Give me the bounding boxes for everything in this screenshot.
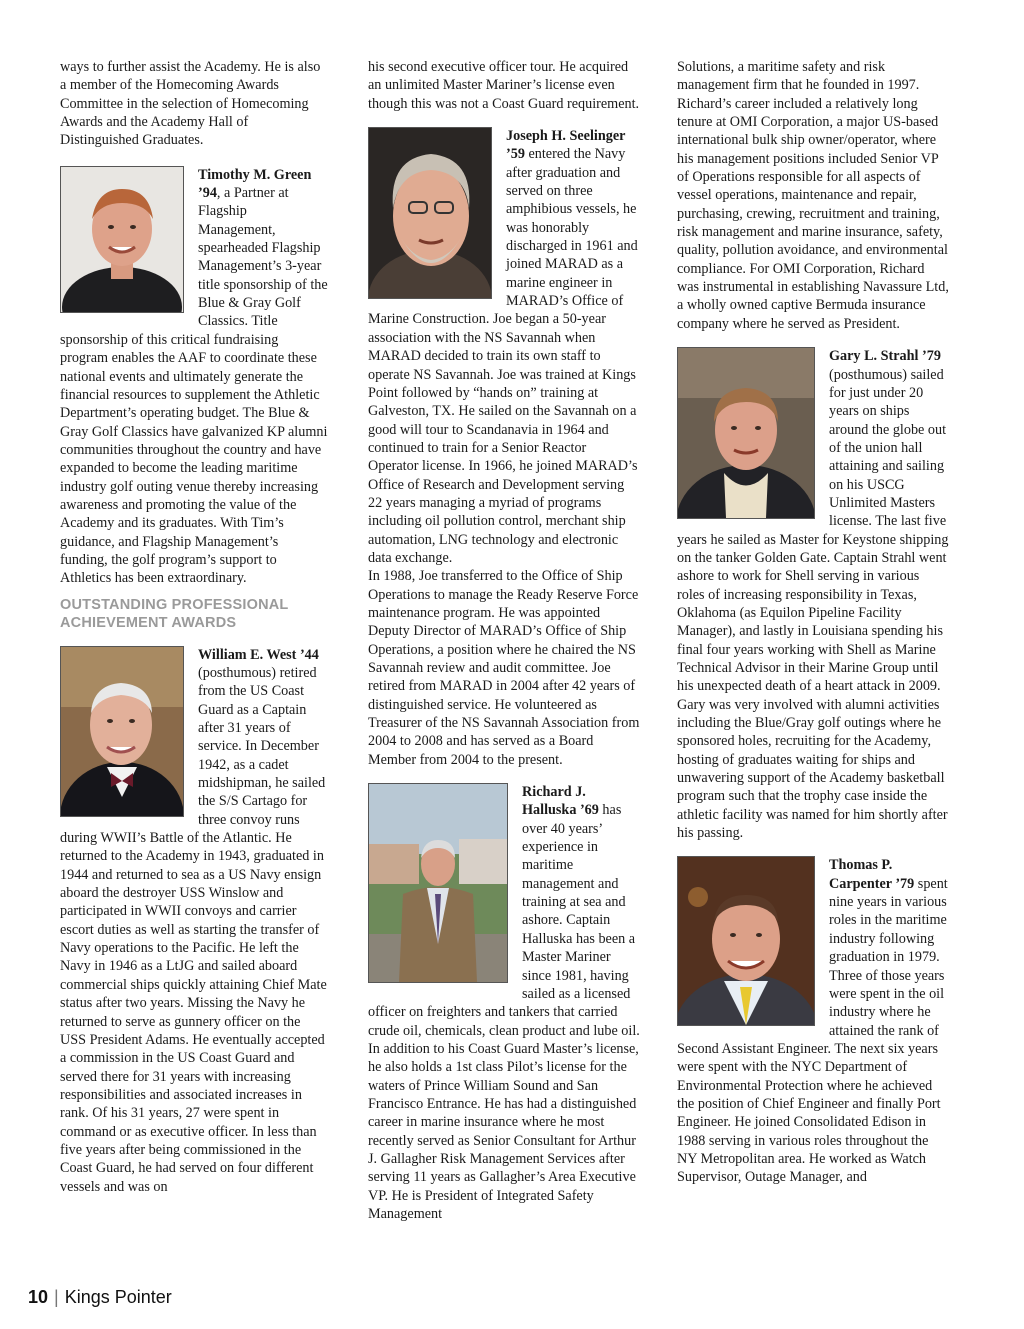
col3-intro-text: Solutions, a maritime safety and risk management firm that he founded in 1997. Richard’s career included a relatively long tenure at OMI Corporation, a major US-based international bulk ship owner/operator, where his management positions included Senior VP of Operations responsible for all aspects of vessel operations, maintenance and repair, purchasing, crewing, recruitment and training, risk management and marine insurance, safety, quality, pollution avoidance, and environmental compliance. For OMI Corporation, Richard was instrumental in establishing Navassure Ltd, a wholly owned captive Bermuda insurance company where he served as President. xyxy=(677,59,949,332)
name-richard-halluska: Richard J. Halluska ’69 xyxy=(522,784,599,819)
text-richard-halluska: has over 40 years’ experience in maritime management and training at sea and ashore. Captain Halluska has been a Master Mariner since 1981, having sailed as a licensed officer on freighters and tankers that carried crude oil, chemicals, clean product and lube oil. In addition to his Coast Guard Master’s license, he also holds a 1st class Pilot’s license for the waters of Prince William Sound and San Francisco Entrance. He has had a distinguished career in marine insurance where he most recently served as Senior Consultant for Arthur J. Gallagher Risk Management Services after serving 11 years as Gallagher’s Area Executive VP. He is President of Integrated Safety Management xyxy=(368,802,640,1222)
name-timothy-green: Timothy M. Green ’94 xyxy=(198,166,312,202)
photo-timothy-green xyxy=(60,166,184,313)
col1-intro-text: ways to further assist the Academy. He is also a member of the Homecoming Awards Committee in the selection of Homecoming Awards and the Academy Hall of Distinguished Graduates. xyxy=(60,59,321,149)
col2-intro-text: his second executive officer tour. He acquired an unlimited Master Mariner’s license even though this was not a Coast Guard requirement. xyxy=(368,59,640,112)
text-william-west: (posthumous) retired from the US Coast Guard as a Captain after 31 years of service. In December 1942, as a cadet midshipman, he sailed the S/S Cartago for three convoy runs during WWII’s Battle of the Atlantic. He returned to the Academy in 1943, graduated in 1944 and returned to sea as a US Navy ensign aboard the destroyer USS Winslow and participated in WWII convoys and carrier escort duties as well as starting the transfer of Navy operations to the Pacific. He left the Navy in 1946 as a LtJG and sailed aboard commercial ships quickly attaining Chief Mate status after two years. Missing the Navy he returned to serve as gunnery officer on the USS President Adams. He eventually accepted a commission in the US Coast Guard and served there for 31 years with increasing responsibilities and associated increases in rank. Of his 31 years, 27 were spent in command or as executive officer. In less than five years after being commissioned in the Coast Guard, he had served on four different vessels and was on xyxy=(60,664,327,1195)
column-3 xyxy=(677,58,949,1187)
page-footer xyxy=(28,1287,172,1308)
text-timothy-green: , a Partner at Flagship Management, spearheaded Flagship Management’s 3-year title sponsorship of the Blue & Gray Golf Classics. Title sponsorship of this critical fundraising program enables the AAF to coordinate these national events and ultimately generate the financial resources to supplement the Athletic Department’s operating budget. The Blue & Gray Golf Classics have galvanized KP alumni communities throughout the country and have expanded to become the leading maritime industry golf outing venue thereby increasing awareness and promoting the value of the Academy and its graduates. With Tim’s guidance, and Flagship Management’s funding, the golf program’s support to Athletics has been extraordinary. xyxy=(60,185,328,587)
photo-richard-halluska xyxy=(368,783,508,983)
name-gary-strahl: Gary L. Strahl ’79 xyxy=(829,348,941,365)
photo-william-west xyxy=(60,646,184,817)
column-1 xyxy=(60,58,328,1196)
page-number: 10 xyxy=(28,1287,49,1307)
text-joseph-seelinger: entered the Navy after graduation and served on three amphibious vessels, he was honorably discharged in 1961 and joined MARAD as a marine engineer in MARAD’s Office of Marine Construction. Joe began a 50-year association with the NS Savannah when MARAD decided to train its own staff to operate NS Savannah. Joe was trained at Kings Point followed by “hands on” training at Galveston, TX. He sailed on the Savannah on a good will tour to Scandanavia in 1964 and continued to train for a Senior Reactor Operator license. In 1966, he joined MARAD’s Office of Research and Development serving 22 years managing a myriad of programs including oil pollution control, merchant ship automation, LNG technology and electronic data exchange. xyxy=(368,146,638,566)
photo-gary-strahl xyxy=(677,347,815,519)
bio-joseph-seelinger-cont: In 1988, Joe transferred to the Office of Ship Operations to manage the Ready Reserve Force maintenance program. He was appointed Deputy Director of MARAD’s Office of Ship Operations, a position where he chaired the NS Savannah review and audit committee. Joe retired from MARAD in 2004 after 42 years of distinguished service. He volunteered as Treasurer of the NS Savannah Association from 2004 to 2008 and has served as a Board Member from 2004 to the present. xyxy=(368,568,640,768)
name-thomas-carpenter: Thomas P. Carpenter ’79 xyxy=(829,857,915,892)
name-joseph-seelinger: Joseph H. Seelinger ’59 xyxy=(506,128,626,163)
text-thomas-carpenter: spent nine years in various roles in the maritime industry following graduation in 1979. Three of those years were spent in the oil industry where he attained the rank of Second Assistant Engineer. The next six years were spent with the NYC Department of Environmental Protection where he achieved the position of Chief Engineer and finally Port Engineer. He joined Consolidated Edison in 1988 serving in various roles throughout the NY Metropolitan area. He worked as Watch Supervisor, Outage Manager, and xyxy=(677,875,948,1186)
text-gary-strahl: (posthumous) sailed for just under 20 years on ships around the globe out of the union hall attaining and sailing on his USCG Unlimited Masters license. The last five years he sailed as Master for Keystone shipping on the tanker Golden Gate. Captain Strahl went ashore to work for Shell serving in various roles of increasing responsibility in Texas, Oklahoma (as Equilon Pipeline Facility Manager), and lastly in Louisiana spending his final four years working with Shell as Marine Technical Advisor in their Marine Group until his unexpected death of a heart attack in 2009. Gary was very involved with alumni activities including the Blue/Gray golf outings where he sponsored holes, recruiting for the Academy, hosting of graduates waiting for ships and unwavering support of the Academy basketball program such that the trophy case inside the athletic facility was named for him shortly after his passing. xyxy=(677,366,949,842)
publication-name: Kings Pointer xyxy=(64,1287,172,1307)
name-william-west: William E. West ’44 xyxy=(198,646,319,663)
column-2 xyxy=(368,58,640,1223)
section-heading: OUTSTANDING PROFESSIONAL ACHIEVEMENT AWARDS xyxy=(60,596,289,631)
footer-separator: | xyxy=(54,1287,59,1307)
photo-thomas-carpenter xyxy=(677,856,815,1026)
photo-joseph-seelinger xyxy=(368,127,492,299)
